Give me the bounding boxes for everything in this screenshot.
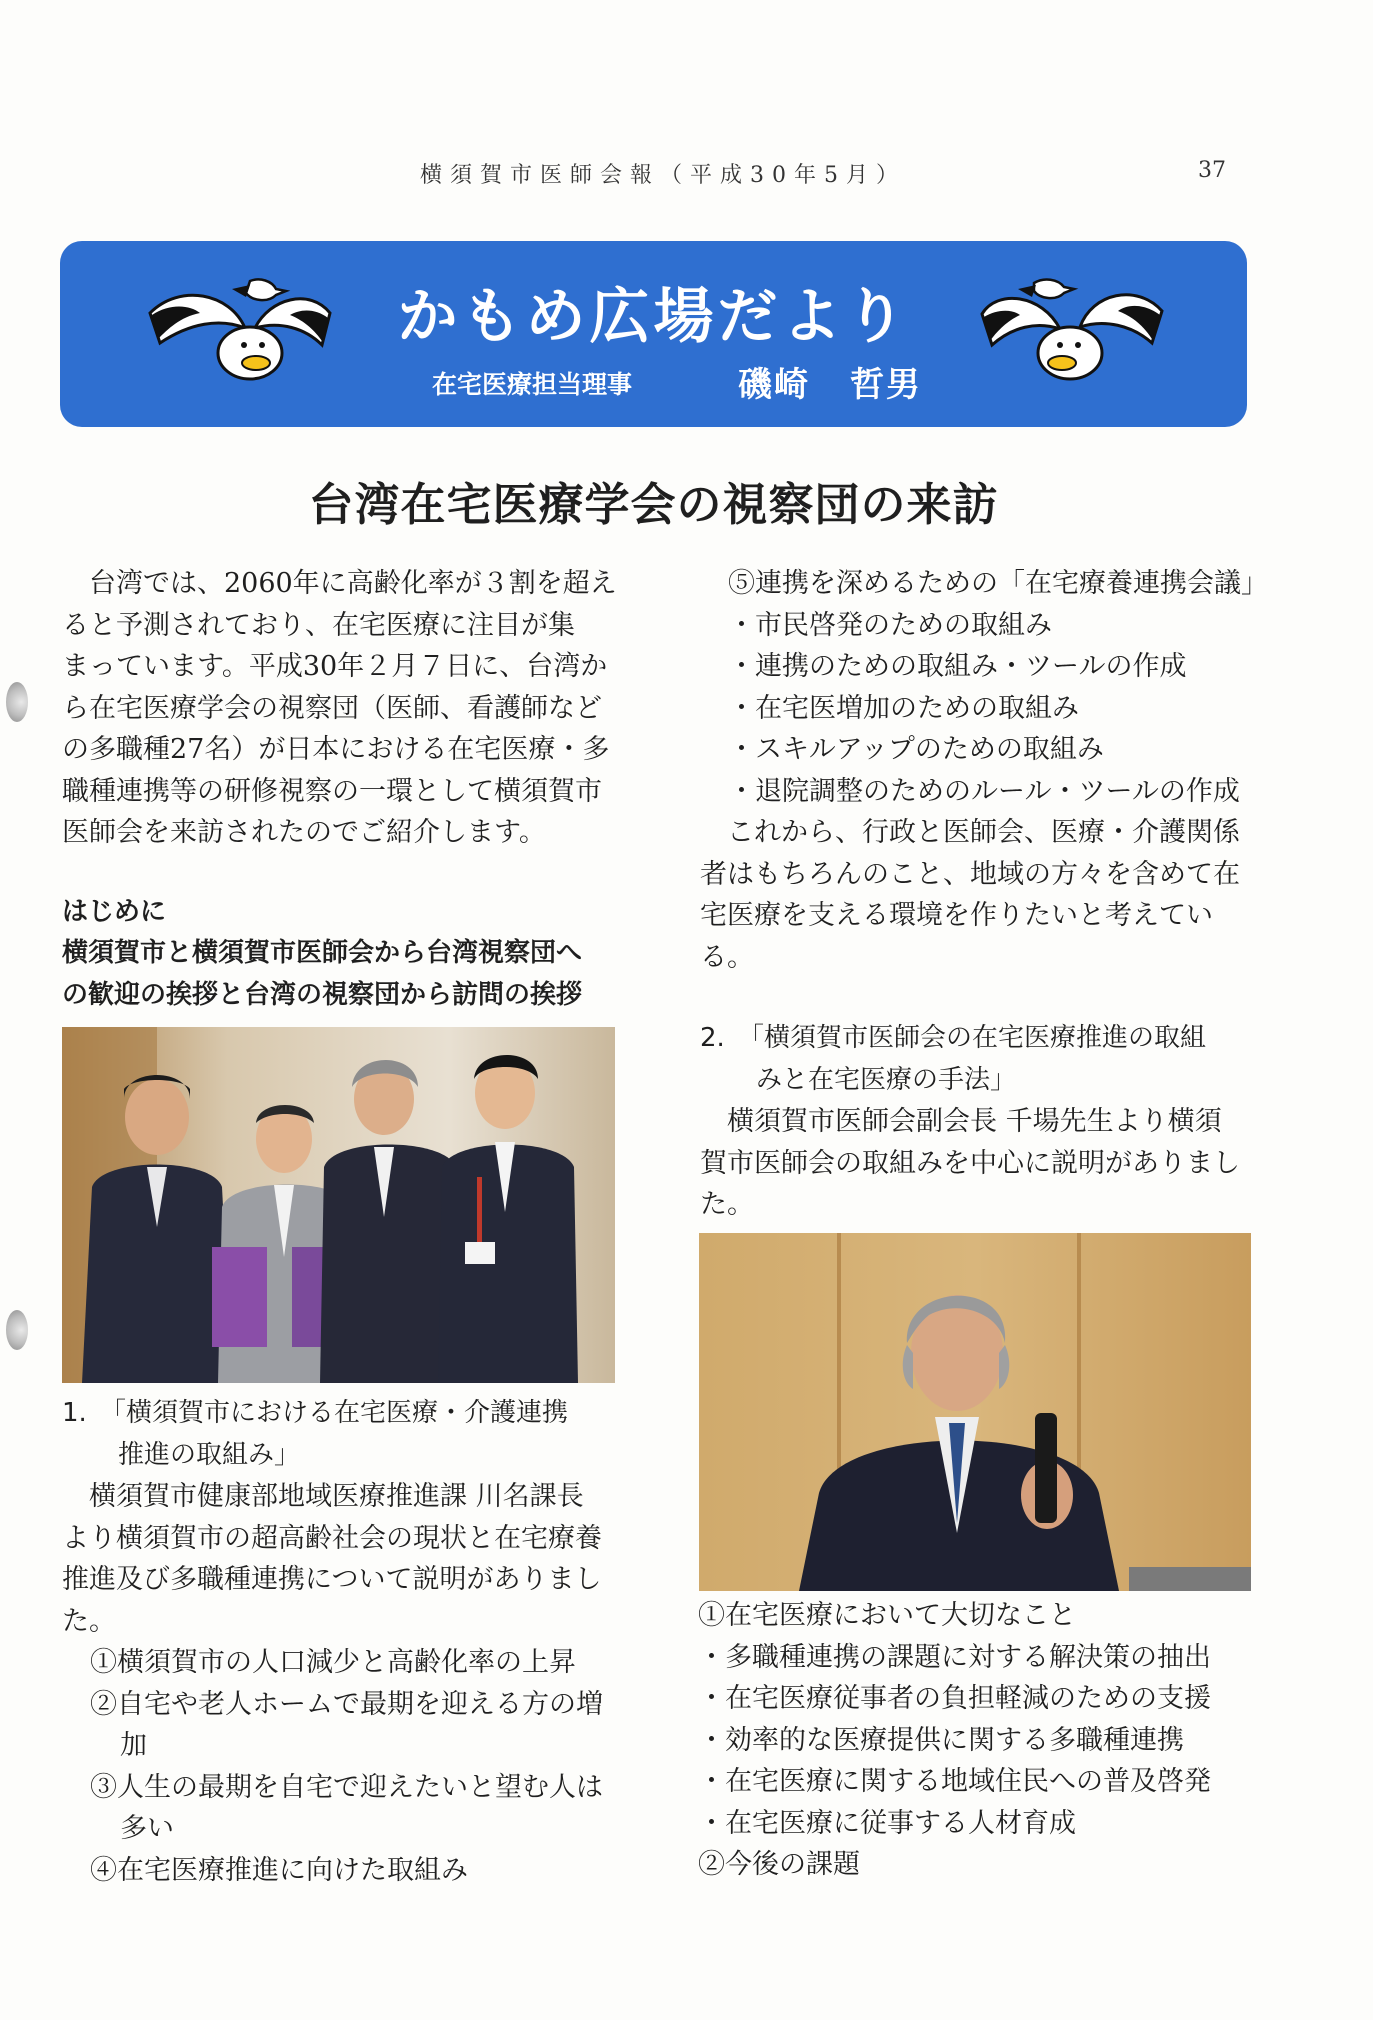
- subhead-line: 横須賀市と横須賀市医師会から台湾視察団へ: [62, 938, 583, 968]
- photo-speaker: [699, 1233, 1251, 1591]
- column-banner: [60, 241, 1247, 427]
- section1-body-line: 横須賀市健康部地域医療推進課 川名課長: [89, 1481, 584, 1512]
- section1-body-line: 推進及び多職種連携について説明がありまし: [62, 1564, 602, 1595]
- bullet-item: ・スキルアップのための取組み: [728, 734, 1104, 765]
- page-number: 37: [1198, 158, 1226, 183]
- closing-line: 宅医療を支える環境を作りたいと考えてい: [700, 900, 1213, 931]
- section2-title-line2: みと在宅医療の手法」: [756, 1064, 1017, 1095]
- section2-bullet: ・在宅医療従事者の負担軽減のための支援: [698, 1683, 1211, 1714]
- intro-line: ら在宅医療学会の視察団（医師、看護師など: [62, 692, 602, 724]
- section2-body-line: た。: [700, 1189, 754, 1220]
- binder-hole: [6, 1310, 28, 1350]
- closing-line: 者はもちろんのこと、地域の方々を含めて在: [700, 858, 1240, 890]
- running-head: 横須賀市医師会報（平成30年5月）: [420, 163, 906, 188]
- closing-line: る。: [700, 941, 754, 973]
- intro-line: ると予測されており、在宅医療に注目が集: [62, 609, 575, 641]
- right-column-bottom: [698, 1595, 1268, 1886]
- bullet-item: ・連携のための取組み・ツールの作成: [728, 651, 1187, 682]
- section1-item-continued: 加: [120, 1730, 147, 1761]
- intro-line: まっています。平成30年２月７日に、台湾か: [62, 651, 608, 682]
- binder-hole: [6, 682, 28, 722]
- section1-title-line2: 推進の取組み」: [118, 1439, 301, 1470]
- section1-item: ③人生の最期を自宅で迎えたいと望む人は: [90, 1771, 603, 1803]
- section2-body-line: 横須賀市医師会副会長 千場先生より横須: [727, 1106, 1222, 1137]
- intro-line: 台湾では、2060年に高齢化率が３割を超え: [89, 568, 617, 599]
- section1-item-continued: 多い: [120, 1813, 174, 1844]
- closing-line: これから、行政と医師会、医療・介護関係: [727, 817, 1240, 848]
- section2-bullet: ・多職種連携の課題に対する解決策の抽出: [698, 1641, 1211, 1673]
- article-headline: 台湾在宅医療学会の視察団の来訪: [308, 478, 999, 531]
- section2-number: 2.: [700, 1023, 725, 1053]
- section1-title-line1: 1. 「横須賀市における在宅医療・介護連携: [62, 1393, 622, 1435]
- left-column-bottom: [62, 1393, 622, 1891]
- section2-bullet: ・在宅医療に従事する人材育成: [698, 1807, 1076, 1839]
- section1-body-line: より横須賀市の超高齢社会の現状と在宅療養: [62, 1522, 602, 1554]
- bullet-item: ・市民啓発のための取組み: [728, 609, 1052, 641]
- section2-title-line1: 2. 「横須賀市医師会の在宅医療推進の取組: [700, 1018, 1270, 1060]
- intro-line: の多職種27名）が日本における在宅医療・多: [62, 734, 610, 765]
- section1-item: ②自宅や老人ホームで最期を迎える方の増: [90, 1688, 603, 1720]
- item: ⑤連携を深めるための「在宅療養連携会議」: [728, 568, 1268, 599]
- right-column-top: [700, 563, 1270, 1226]
- author-name: [738, 357, 922, 406]
- section2-item: ②今後の課題: [698, 1849, 860, 1880]
- section1-body-line: た。: [62, 1605, 116, 1637]
- left-column-top: [62, 563, 622, 1016]
- section1-item: ①横須賀市の人口減少と高齢化率の上昇: [90, 1647, 576, 1678]
- section2-item: ①在宅医療において大切なこと: [698, 1600, 1076, 1631]
- section1-number: 1.: [62, 1398, 87, 1428]
- author-role: 在宅医療担当理事: [432, 370, 633, 399]
- banner-title: かもめ広場だより: [397, 282, 910, 352]
- section2-bullet: ・在宅医療に関する地域住民への普及啓発: [698, 1766, 1211, 1797]
- section2-bullet: ・効率的な医療提供に関する多職種連携: [698, 1724, 1184, 1756]
- section1-item: ④在宅医療推進に向けた取組み: [90, 1854, 468, 1886]
- subhead: はじめに: [62, 896, 167, 927]
- intro-line: 職種連携等の研修視察の一環として横須賀市: [62, 775, 602, 807]
- section2-body-line: 賀市医師会の取組みを中心に説明がありまし: [700, 1147, 1240, 1179]
- author-family-name: 磯崎: [738, 365, 810, 405]
- subhead-line: の歓迎の挨拶と台湾の視察団から訪問の挨拶: [62, 979, 583, 1010]
- author-given-name: 哲男: [850, 365, 922, 405]
- intro-line: 医師会を来訪されたのでご紹介します。: [62, 817, 546, 848]
- bullet-item: ・在宅医増加のための取組み: [728, 692, 1079, 724]
- photo-welcome-greeting: [62, 1027, 615, 1383]
- bullet-item: ・退院調整のためのルール・ツールの作成: [728, 775, 1240, 807]
